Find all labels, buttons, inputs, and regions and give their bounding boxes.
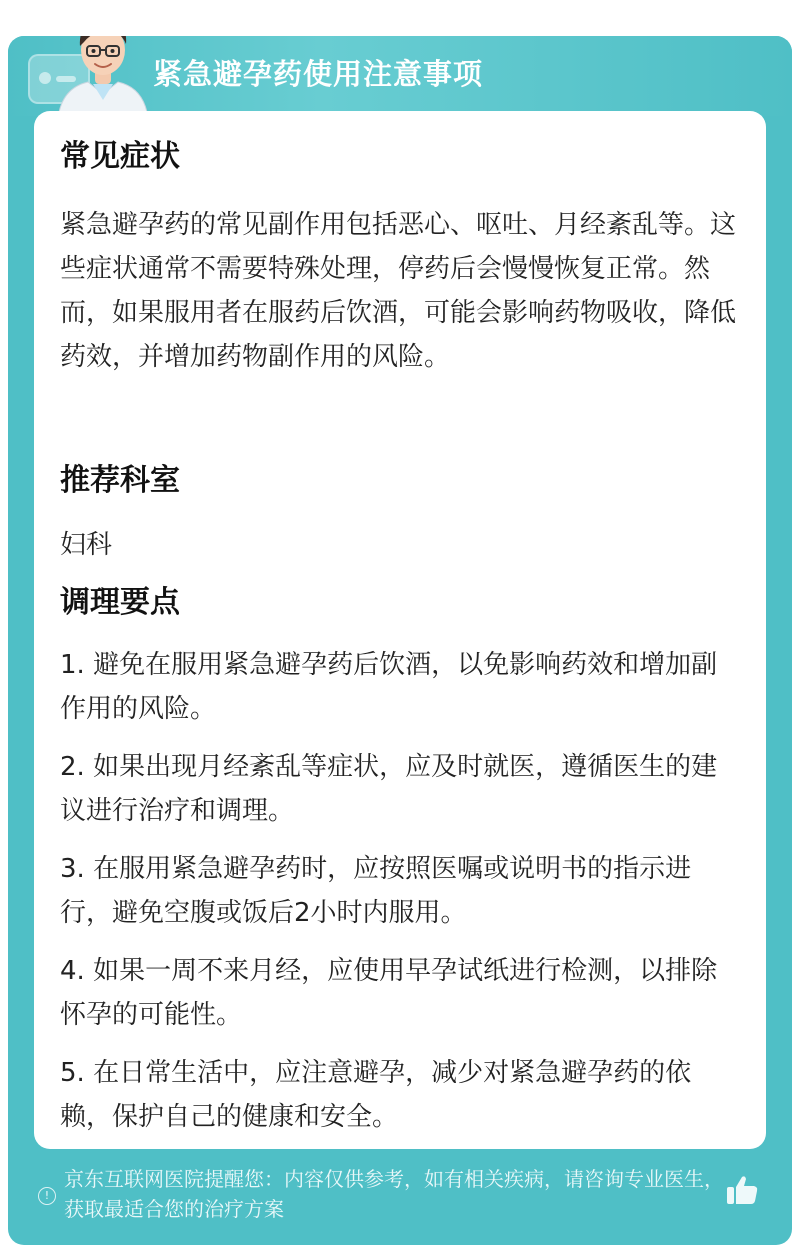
care-tip-item: 3. 在服用紧急避孕药时，应按照医嘱或说明书的指示进行，避免空腹或饭后2小时内服用。 <box>60 854 692 928</box>
thumbs-up-icon[interactable] <box>724 1172 760 1208</box>
section-title-care-tips: 调理要点 <box>60 585 180 620</box>
care-tip-item: 5. 在日常生活中，应注意避孕，减少对紧急避孕药的依赖，保护自己的健康和安全。 <box>60 1058 692 1132</box>
footer-disclaimer: 京东互联网医院提醒您：内容仅供参考，如有相关疾病，请咨询专业医生，获取最适合您的治疗方案 <box>64 1167 724 1221</box>
care-tips-list <box>60 643 740 1153</box>
care-tip-item: 4. 如果一周不来月经，应使用早孕试纸进行检测，以排除怀孕的可能性。 <box>60 956 718 1030</box>
content-card <box>34 111 766 1149</box>
section-text-department: 妇科 <box>60 530 113 560</box>
care-tip-item: 1. 避免在服用紧急避孕药后饮酒，以免影响药效和增加副作用的风险。 <box>60 650 718 724</box>
section-text-symptoms: 紧急避孕药的常见副作用包括恶心、呕吐、月经紊乱等。这些症状通常不需要特殊处理，停药后会慢慢恢复正常。然而，如果服用者在服药后饮酒，可能会影响药物吸收，降低药效，并增加药物副作用的风险。 <box>60 210 737 372</box>
info-icon: ! <box>38 1187 56 1205</box>
care-tip-item: 2. 如果出现月经紊乱等症状，应及时就医，遵循医生的建议进行治疗和调理。 <box>60 752 718 826</box>
article-panel <box>8 36 792 1245</box>
page-title: 紧急避孕药使用注意事项 <box>153 57 484 91</box>
section-title-department: 推荐科室 <box>60 463 180 498</box>
doctor-avatar <box>48 36 158 118</box>
section-title-symptoms: 常见症状 <box>60 139 180 174</box>
